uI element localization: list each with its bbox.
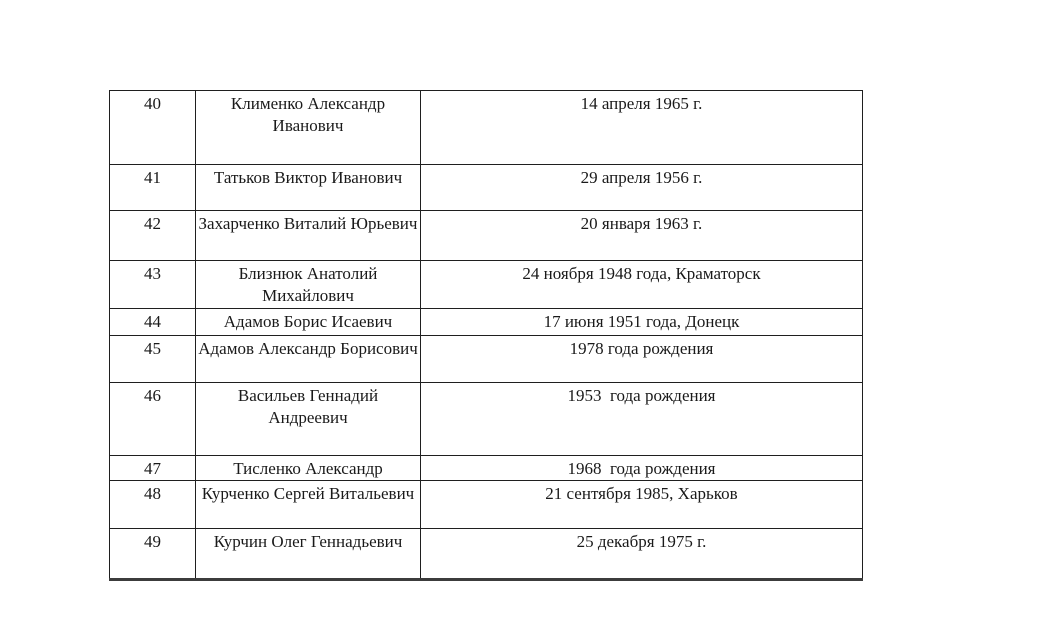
persons-table-body [110, 91, 863, 580]
row-number-cell: 43 [110, 261, 196, 309]
row-number-cell: 40 [110, 91, 196, 165]
person-name-cell: Близнюк Анатолий Михайлович [196, 261, 421, 309]
birth-info-cell: 21 сентября 1985, Харьков [421, 481, 863, 529]
birth-info-cell: 20 января 1963 г. [421, 211, 863, 261]
person-name-cell: Адамов Александр Борисович [196, 336, 421, 383]
table-row [110, 91, 863, 165]
person-name-cell: Татьков Виктор Иванович [196, 165, 421, 211]
row-number-cell: 45 [110, 336, 196, 383]
person-name-cell: Клименко Александр Иванович [196, 91, 421, 165]
birth-info-cell: 17 июня 1951 года, Донецк [421, 309, 863, 336]
row-number-cell: 44 [110, 309, 196, 336]
person-name-cell: Адамов Борис Исаевич [196, 309, 421, 336]
birth-info-cell: 24 ноября 1948 года, Краматорск [421, 261, 863, 309]
person-name-cell: Курченко Сергей Витальевич [196, 481, 421, 529]
person-name-cell: Курчин Олег Геннадьевич [196, 529, 421, 580]
birth-info-cell: 1968 года рождения [421, 456, 863, 481]
table-row [110, 336, 863, 383]
table-row [110, 383, 863, 456]
table-row [110, 456, 863, 481]
person-name-cell: Тисленко Александр [196, 456, 421, 481]
person-name-cell: Васильев Геннадий Андреевич [196, 383, 421, 456]
table-row [110, 261, 863, 309]
row-number-cell: 42 [110, 211, 196, 261]
row-number-cell: 49 [110, 529, 196, 580]
row-number-cell: 48 [110, 481, 196, 529]
persons-table [109, 90, 863, 581]
birth-info-cell: 14 апреля 1965 г. [421, 91, 863, 165]
table-row [110, 309, 863, 336]
table-row [110, 529, 863, 580]
row-number-cell: 46 [110, 383, 196, 456]
row-number-cell: 41 [110, 165, 196, 211]
table-row [110, 165, 863, 211]
table-row [110, 211, 863, 261]
table-row [110, 481, 863, 529]
birth-info-cell: 1978 года рождения [421, 336, 863, 383]
row-number-cell: 47 [110, 456, 196, 481]
birth-info-cell: 25 декабря 1975 г. [421, 529, 863, 580]
birth-info-cell: 29 апреля 1956 г. [421, 165, 863, 211]
person-name-cell: Захарченко Виталий Юрьевич [196, 211, 421, 261]
birth-info-cell: 1953 года рождения [421, 383, 863, 456]
